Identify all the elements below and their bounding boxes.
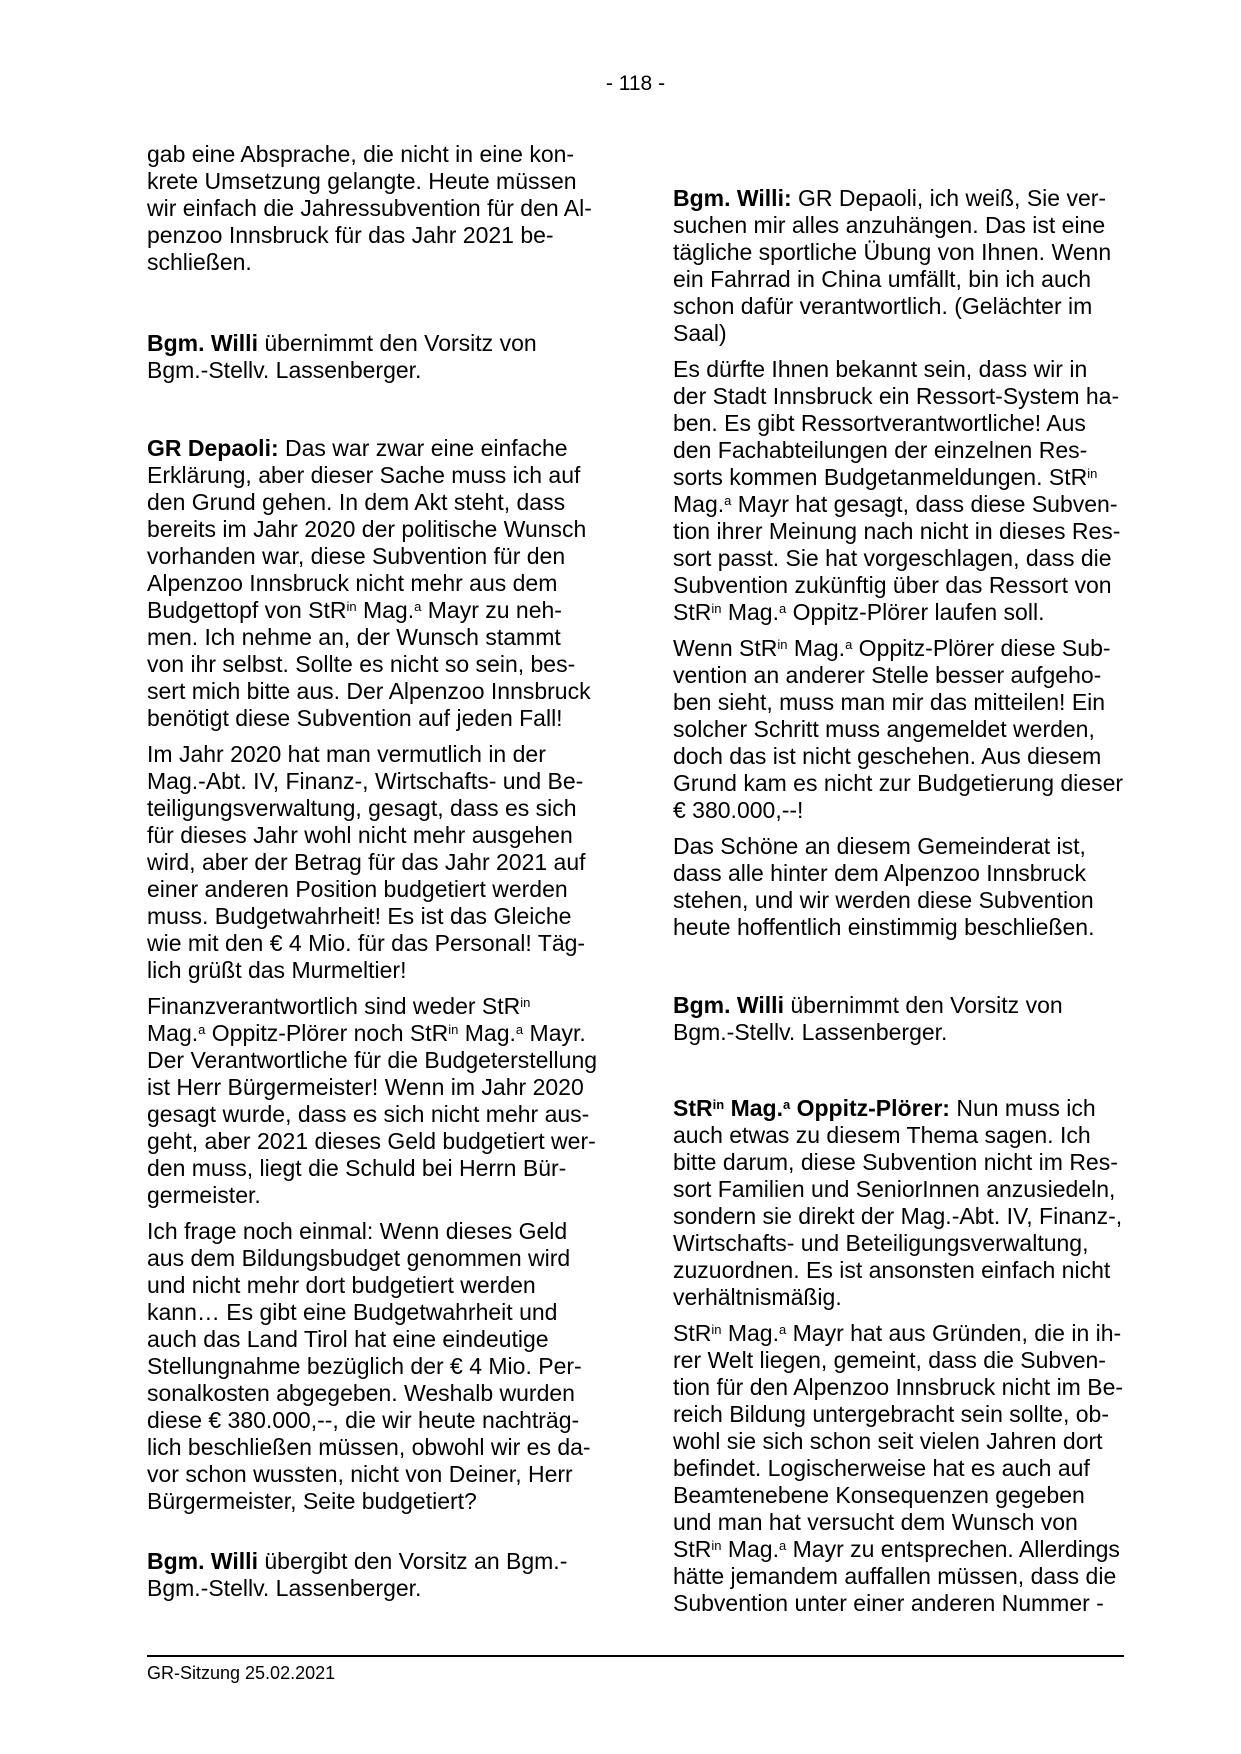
text-line [673, 797, 1124, 824]
text-line [673, 410, 1124, 437]
text-line [147, 1548, 598, 1575]
text-line [147, 876, 598, 903]
text-run: verhältnismäßig. [673, 1284, 842, 1310]
text-line [673, 689, 1124, 716]
text-line [147, 651, 598, 678]
text-run: übernimmt den Vorsitz von [783, 992, 1063, 1018]
text-line [673, 1590, 1124, 1617]
text-run: Grund kam es nicht zur Budgetierung dieser [673, 770, 1124, 796]
page-number: - 118 - [605, 72, 666, 95]
text-run: Mayr hat aus Gründen, die in ih- [786, 1320, 1122, 1346]
page-footer [147, 1655, 1124, 1684]
text-run: tägliche sportliche Übung von Ihnen. Wenn [673, 239, 1112, 265]
superscript-text-run: a [782, 1097, 791, 1112]
text-run: vor schon wussten, nicht von Deiner, Herr [147, 1461, 573, 1487]
text-run: GR Depaoli, ich weiß, Sie ver- [791, 185, 1107, 211]
text-line [673, 992, 1124, 1019]
text-run: Bgm. Willi [147, 330, 258, 356]
speech-bgm-willi [673, 185, 1124, 347]
superscript-text-run: a [845, 637, 853, 652]
text-run: Mag. [721, 1320, 779, 1346]
text-run: Subvention zukünftig über das Ressort von [673, 572, 1112, 598]
speech-gr-depaoli-para-2 [147, 741, 598, 984]
text-line [673, 491, 1124, 518]
text-run: befindet. Logischerweise hat es auch auf [673, 1455, 1090, 1481]
text-run: aus dem Bildungsbudget genommen wird [147, 1245, 571, 1271]
text-line [673, 437, 1124, 464]
text-run: Mag. [724, 1095, 783, 1121]
text-run: diese € 380.000,--, die wir heute nachträg- [147, 1407, 580, 1433]
text-line [673, 518, 1124, 545]
text-line [673, 1019, 1124, 1046]
superscript-text-run: in [777, 637, 788, 652]
text-run: Erklärung, aber dieser Sache muss ich auf [147, 462, 581, 488]
text-run: den Grund gehen. In dem Akt steht, dass [147, 489, 566, 515]
text-line [147, 249, 598, 276]
text-line [147, 1101, 598, 1128]
text-line [147, 705, 598, 732]
text-run: Der Verantwortliche für die Budgeterstellung [147, 1047, 598, 1073]
text-run: Bgm. Willi: [673, 185, 792, 211]
text-run: sorts kommen Budgetanmeldungen. StR [673, 464, 1088, 490]
text-run: den Fachabteilungen der einzelnen Res- [673, 437, 1088, 463]
text-run: übergibt den Vorsitz an Bgm.- [257, 1548, 568, 1574]
text-run: Mayr zu entsprechen. Allerdings [786, 1536, 1120, 1562]
text-run: Beamtenebene Konsequenzen gegeben [673, 1482, 1085, 1508]
text-line [147, 1128, 598, 1155]
text-line [673, 266, 1124, 293]
text-run: Mayr. [523, 1020, 586, 1046]
speech-gr-depaoli-para-3 [147, 993, 598, 1209]
text-run: auch etwas zu diesem Thema sagen. Ich [673, 1122, 1091, 1148]
text-run: Oppitz-Plörer: [790, 1095, 950, 1121]
text-line [673, 599, 1124, 626]
text-line [673, 239, 1124, 266]
text-run: Bgm.-Stellv. Lassenberger. [673, 1019, 948, 1045]
chair-note-willi-takes-over [147, 330, 598, 384]
text-line [147, 930, 598, 957]
text-line [147, 1326, 598, 1353]
text-run: Oppitz-Plörer diese Sub- [852, 635, 1111, 661]
text-run: Mag. [787, 635, 846, 661]
text-run: Bgm.-Stellv. Lassenberger. [147, 1575, 422, 1601]
text-run: zuzuordnen. Es ist ansonsten einfach nicht [673, 1257, 1111, 1283]
text-line [673, 833, 1124, 860]
text-line [673, 743, 1124, 770]
superscript-text-run: in [346, 599, 357, 614]
text-run: ben sieht, muss man mir das mitteilen! Ein [673, 689, 1106, 715]
text-line [673, 1149, 1124, 1176]
text-run: tion für den Alpenzoo Innsbruck nicht im Be- [673, 1374, 1124, 1400]
text-run: Mag. [673, 491, 725, 517]
text-line [147, 741, 598, 768]
text-line [147, 462, 598, 489]
text-run: ein Fahrrad in China umfällt, bin ich auch [673, 266, 1092, 292]
text-run: Saal) [673, 320, 727, 346]
text-run: solcher Schritt muss angemeldet werden, [673, 716, 1095, 742]
text-run: Mag. [147, 1020, 199, 1046]
text-run: hätte jemandem auffallen müssen, dass die [673, 1563, 1117, 1589]
text-run: StR [673, 599, 712, 625]
text-line [673, 635, 1124, 662]
text-run: wie mit den € 4 Mio. für das Personal! Täg- [147, 930, 586, 956]
text-line [673, 1176, 1124, 1203]
text-run: und nicht mehr dort budgetiert werden [147, 1272, 536, 1298]
text-run: übernimmt den Vorsitz von [257, 330, 537, 356]
text-line [147, 1380, 598, 1407]
text-run: bereits im Jahr 2020 der politische Wunsch [147, 516, 587, 542]
text-line [673, 1284, 1124, 1311]
superscript-text-run: in [520, 995, 531, 1010]
text-line [673, 662, 1124, 689]
text-run: kann… Es gibt eine Budgetwahrheit und [147, 1299, 558, 1325]
text-line [673, 212, 1124, 239]
chair-note-willi-hands-over [147, 1548, 598, 1602]
text-line [147, 678, 598, 705]
text-run: lich beschließen müssen, obwohl wir es da- [147, 1434, 591, 1460]
text-line [147, 330, 598, 357]
text-run: gab eine Absprache, die nicht in eine kon- [147, 141, 575, 167]
chair-note-willi-takes-over-2 [673, 992, 1124, 1046]
footer-text: GR-Sitzung 25.02.2021 [147, 1663, 336, 1683]
text-line [673, 1401, 1124, 1428]
text-run: Bgm. Willi [147, 1548, 258, 1574]
text-run: auch das Land Tirol hat eine eindeutige [147, 1326, 549, 1352]
text-run: dass alle hinter dem Alpenzoo Innsbruck [673, 860, 1086, 886]
text-run: schon dafür verantwortlich. (Gelächter im [673, 293, 1093, 319]
text-line [673, 185, 1124, 212]
text-run: einer anderen Position budgetiert werden [147, 876, 568, 902]
text-run: benötigt diese Subvention auf jeden Fall! [147, 705, 563, 731]
text-line [673, 1257, 1124, 1284]
text-run: wir einfach die Jahressubvention für den Al- [147, 195, 592, 221]
text-run: sonalkosten abgegeben. Weshalb wurden [147, 1380, 575, 1406]
text-line [673, 716, 1124, 743]
text-run: Nun muss ich [949, 1095, 1096, 1121]
text-line [147, 849, 598, 876]
text-line [147, 516, 598, 543]
text-run: Mayr zu neh- [421, 597, 562, 623]
text-line [147, 435, 598, 462]
text-line [673, 383, 1124, 410]
text-line [147, 1299, 598, 1326]
text-run: der Stadt Innsbruck ein Ressort-System ha- [673, 383, 1120, 409]
text-line [147, 1575, 598, 1602]
text-run: Mayr hat gesagt, dass diese Subven- [731, 491, 1118, 517]
text-line [147, 1218, 598, 1245]
text-run: Mag. [721, 599, 779, 625]
text-line [673, 572, 1124, 599]
text-run: stehen, und wir werden diese Subvention [673, 887, 1094, 913]
superscript-text-run: a [724, 493, 732, 508]
text-line [147, 222, 598, 249]
text-line [673, 1320, 1124, 1347]
text-line [673, 1563, 1124, 1590]
text-run: lich grüßt das Murmeltier! [147, 957, 407, 983]
superscript-text-run: in [711, 601, 722, 616]
text-run: schließen. [147, 249, 252, 275]
text-run: Stellungnahme bezüglich der € 4 Mio. Per- [147, 1353, 582, 1379]
text-run: penzoo Innsbruck für das Jahr 2021 be- [147, 222, 554, 248]
text-run: sort passt. Sie hat vorgeschlagen, dass die [673, 545, 1112, 571]
text-run: ist Herr Bürgermeister! Wenn im Jahr 2020 [147, 1074, 584, 1100]
column-left [147, 141, 598, 1626]
text-line [147, 1272, 598, 1299]
text-run: Subvention unter einer anderen Nummer - [673, 1590, 1104, 1616]
text-line [147, 903, 598, 930]
text-run: gesagt wurde, dass es sich nicht mehr aus- [147, 1101, 590, 1127]
text-run: sort Familien und SeniorInnen anzusiedeln, [673, 1176, 1116, 1202]
text-run: und man hat versucht dem Wunsch von [673, 1509, 1078, 1535]
text-run: StR [673, 1095, 713, 1121]
text-run: doch das ist nicht geschehen. Aus diesem [673, 743, 1102, 769]
text-run: Finanzverantwortlich sind weder StR [147, 993, 521, 1019]
superscript-text-run: a [414, 599, 422, 614]
text-line [673, 1482, 1124, 1509]
text-run: heute hoffentlich einstimmig beschließen. [673, 914, 1095, 940]
text-run: Alpenzoo Innsbruck nicht mehr aus dem [147, 570, 558, 596]
superscript-text-run: a [515, 1022, 524, 1037]
text-run: bitte darum, diese Subvention nicht im Res- [673, 1149, 1118, 1175]
text-line [673, 1230, 1124, 1257]
text-line [147, 1155, 598, 1182]
text-line [147, 168, 598, 195]
superscript-text-run: in [711, 1322, 722, 1337]
text-line [147, 1047, 598, 1074]
text-run: Mag. [721, 1536, 779, 1562]
text-run: GR Depaoli: [147, 435, 279, 461]
text-run: vorhanden war, diese Subvention für den [147, 543, 566, 569]
speech-bgm-willi-para-4 [673, 833, 1124, 941]
text-run: für dieses Jahr wohl nicht mehr ausgehen [147, 822, 573, 848]
text-run: reich Bildung untergebracht sein sollte, ob- [673, 1401, 1109, 1427]
text-run: suchen mir alles anzuhängen. Das ist eine [673, 212, 1106, 238]
superscript-text-run: a [779, 601, 787, 616]
text-run: krete Umsetzung gelangte. Heute müssen [147, 168, 577, 194]
speech-gr-depaoli-para-4 [147, 1218, 598, 1515]
text-line [147, 543, 598, 570]
text-line [147, 141, 598, 168]
text-line [147, 822, 598, 849]
text-run: Mag. [458, 1020, 516, 1046]
superscript-text-run: a [779, 1322, 787, 1337]
text-line [673, 1122, 1124, 1149]
text-run: tion ihrer Meinung nach nicht in dieses Res- [673, 518, 1121, 544]
text-run: Bürgermeister, Seite budgetiert? [147, 1488, 477, 1514]
column-right [673, 141, 1124, 1626]
text-line [147, 1020, 598, 1047]
text-line [147, 993, 598, 1020]
text-line [673, 545, 1124, 572]
text-run: ben. Es gibt Ressortverantwortliche! Aus [673, 410, 1086, 436]
text-run: Mag.-Abt. IV, Finanz-, Wirtschafts- und Be- [147, 768, 584, 794]
text-run: Wenn StR [673, 635, 778, 661]
text-line [147, 768, 598, 795]
text-line [673, 356, 1124, 383]
text-run: Budgettopf von StR [147, 597, 347, 623]
text-run: Bgm. Willi [673, 992, 784, 1018]
text-run: Mag. [356, 597, 415, 623]
text-line [147, 357, 598, 384]
text-run: vention an anderer Stelle besser aufgeho- [673, 662, 1102, 688]
text-run: Ich frage noch einmal: Wenn dieses Geld [147, 1218, 568, 1244]
text-run: Oppitz-Plörer noch StR [205, 1020, 449, 1046]
text-line [673, 1347, 1124, 1374]
text-run: Wirtschafts- und Beteiligungsverwaltung, [673, 1230, 1089, 1256]
text-run: rer Welt liegen, gemeint, dass die Subven- [673, 1347, 1106, 1373]
text-run: Oppitz-Plörer laufen soll. [786, 599, 1045, 625]
text-run: StR [673, 1536, 712, 1562]
text-line [673, 1374, 1124, 1401]
text-run: germeister. [147, 1182, 261, 1208]
text-line [147, 957, 598, 984]
text-line [673, 320, 1124, 347]
superscript-text-run: in [448, 1022, 459, 1037]
superscript-text-run: in [1087, 466, 1098, 481]
text-run: muss. Budgetwahrheit! Es ist das Gleiche [147, 903, 572, 929]
text-run: wohl sie sich schon seit vielen Jahren dort [673, 1428, 1103, 1454]
text-line [673, 1536, 1124, 1563]
superscript-text-run: a [198, 1022, 206, 1037]
text-line [147, 489, 598, 516]
text-run: Im Jahr 2020 hat man vermutlich in der [147, 741, 546, 767]
text-line [673, 770, 1124, 797]
text-line [147, 1182, 598, 1209]
text-run: teiligungsverwaltung, gesagt, dass es sich [147, 795, 577, 821]
text-line [147, 795, 598, 822]
text-line [147, 1407, 598, 1434]
text-line [673, 1203, 1124, 1230]
text-line [673, 887, 1124, 914]
text-run: wird, aber der Betrag für das Jahr 2021 auf [147, 849, 586, 875]
text-line [673, 1095, 1124, 1122]
text-line [147, 1353, 598, 1380]
text-line [147, 1461, 598, 1488]
text-run: Das war zwar eine einfache [278, 435, 568, 461]
text-line [673, 1509, 1124, 1536]
text-line [673, 1455, 1124, 1482]
text-line [673, 464, 1124, 491]
text-run: Es dürfte Ihnen bekannt sein, dass wir in [673, 356, 1088, 382]
speech-oppitz-ploerer [673, 1095, 1124, 1311]
text-line [673, 293, 1124, 320]
text-run: Das Schöne an diesem Gemeinderat ist, [673, 833, 1086, 859]
text-line [147, 1074, 598, 1101]
text-run: Bgm.-Stellv. Lassenberger. [147, 357, 422, 383]
text-line [147, 1488, 598, 1515]
text-run: geht, aber 2021 dieses Geld budgetiert wer- [147, 1128, 596, 1154]
superscript-text-run: a [779, 1538, 787, 1553]
speech-oppitz-ploerer-para-2 [673, 1320, 1124, 1617]
text-run: den muss, liegt die Schuld bei Herrn Bür- [147, 1155, 567, 1181]
speech-bgm-willi-para-3 [673, 635, 1124, 824]
paragraph-continued [147, 141, 598, 276]
text-run: StR [673, 1320, 712, 1346]
speech-bgm-willi-para-2 [673, 356, 1124, 626]
text-line [147, 1245, 598, 1272]
page-body [147, 141, 1124, 1626]
speech-gr-depaoli [147, 435, 598, 732]
text-run: € 380.000,--! [673, 797, 804, 823]
text-line [147, 195, 598, 222]
text-run: von ihr selbst. Sollte es nicht so sein, bes- [147, 651, 576, 677]
text-line [147, 597, 598, 624]
text-line [147, 624, 598, 651]
text-run: men. Ich nehme an, der Wunsch stammt [147, 624, 561, 650]
text-line [673, 860, 1124, 887]
text-line [673, 1428, 1124, 1455]
superscript-text-run: in [711, 1538, 722, 1553]
superscript-text-run: in [712, 1097, 725, 1112]
text-run: sert mich bitte aus. Der Alpenzoo Innsbruck [147, 678, 591, 704]
text-line [673, 914, 1124, 941]
text-line [147, 570, 598, 597]
text-run: sondern sie direkt der Mag.-Abt. IV, Finanz-, [673, 1203, 1123, 1229]
text-line [147, 1434, 598, 1461]
